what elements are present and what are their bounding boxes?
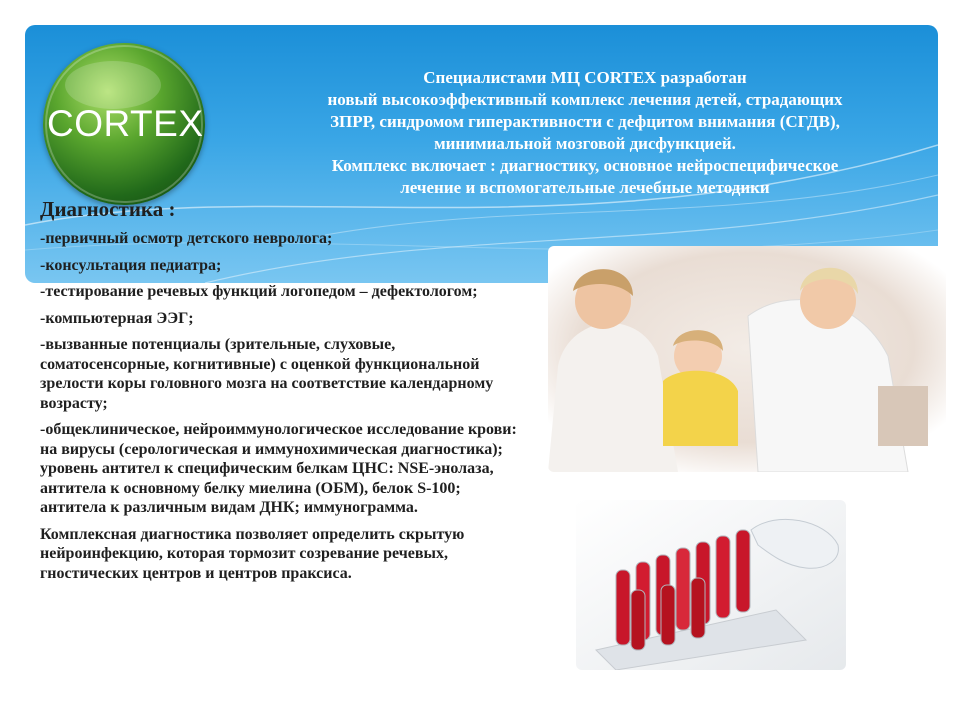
- header-line: Комплекс включает : диагностику, основное нейроспецифическое: [331, 156, 839, 175]
- header-line: Специалистами МЦ CORTEX разработан: [423, 68, 747, 87]
- list-item: -компьютерная ЭЭГ;: [40, 309, 194, 327]
- conclusion-paragraph: Комплексная диагностика позволяет определить скрытую нейроинфекцию, которая тормозит созревание речевых, гностических центров и центров праксиса.: [40, 525, 465, 582]
- header-line: новый высокоэффективный комплекс лечения детей, страдающих: [327, 90, 843, 109]
- list-item: -тестирование речевых функций логопедом – дефектологом;: [40, 283, 478, 300]
- list-item: -вызванные потенциалы (зрительные, слуховые, соматосенсорные, когнитивные) с оценкой функциональной зрелости коры головного мозга на соответствие календарному возрасту;: [40, 336, 494, 412]
- header-line: лечение и вспомогательные лечебные методики: [400, 178, 770, 197]
- list-item: -первичный осмотр детского невролога;: [40, 230, 333, 247]
- diagnostics-section: [40, 196, 520, 590]
- list-item: -консультация педиатра;: [40, 256, 222, 274]
- cortex-logo: [43, 43, 205, 205]
- blood-test-tubes-photo: [576, 500, 846, 670]
- logo-text: CORTEX: [47, 103, 204, 144]
- header-line: минимиальной мозговой дисфункцией.: [434, 134, 736, 153]
- header-line: ЗПРР, синдромом гиперактивности с дефцитом внимания (СГДВ),: [330, 112, 840, 131]
- list-item: -общеклиническое, нейроиммунологическое исследование крови: на вирусы (серологическая и иммунохимическая диагностика); уровень антител к специфическим белкам ЦНС: NSE-энолаза, антитела к основному белку миелина (ОБМ), белок S-100; антитела к различным видам ДНК; иммунограмма.: [40, 421, 517, 516]
- doctor-examining-child-photo: [548, 246, 946, 472]
- header-text: [225, 67, 938, 199]
- section-heading: Диагностика :: [40, 197, 176, 221]
